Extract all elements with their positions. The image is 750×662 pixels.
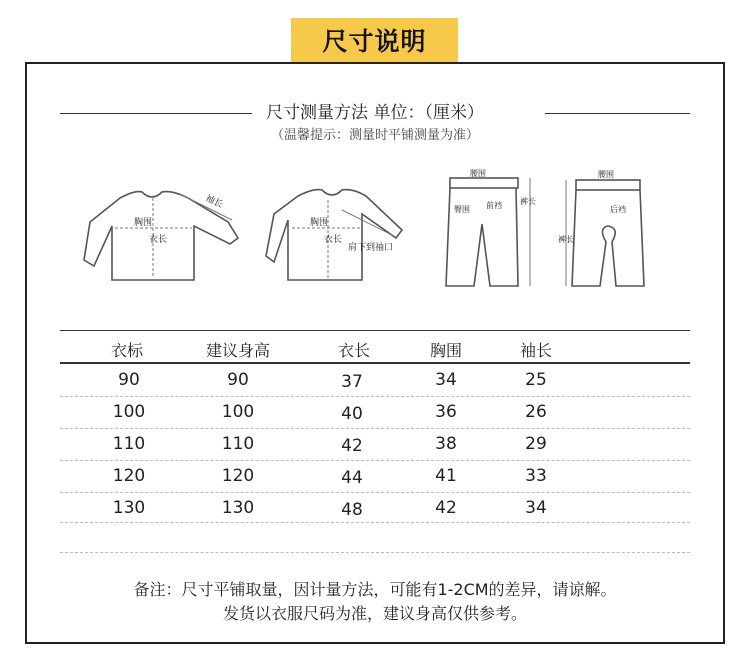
- table-cell: 37: [341, 372, 363, 392]
- back-waist-label: 腰围: [598, 170, 614, 179]
- row-divider: [60, 492, 690, 493]
- back-crotch-label: 后裆: [610, 205, 626, 214]
- table-cell: 29: [525, 434, 547, 454]
- pants-length-label: 裤长: [520, 197, 536, 206]
- pants-waist-label: 腰围: [470, 169, 486, 178]
- table-cell: 110: [221, 434, 255, 454]
- table-cell: 100: [221, 402, 255, 422]
- header-chest: 胸围: [429, 341, 462, 360]
- table-cell: 42: [435, 498, 457, 518]
- raglan-length-label: 衣长: [324, 235, 343, 245]
- measure-hint: （温馨提示：测量时平铺测量为准）: [270, 128, 479, 143]
- row-divider: [60, 460, 690, 461]
- table-cell: 120: [112, 466, 146, 486]
- table-header-rule: [60, 362, 690, 364]
- shirt-raglan-diagram: [262, 180, 422, 290]
- pants-hip-label: 臀围: [454, 205, 470, 214]
- table-cell: 90: [118, 370, 140, 390]
- measure-heading: 尺寸测量方法 单位：（厘米）: [266, 103, 484, 123]
- note-line-2: 发货以衣服尺码为准，建议身高仅供参考。: [222, 604, 527, 623]
- table-cell: 48: [341, 500, 363, 520]
- row-divider: [60, 522, 690, 523]
- row-divider: [60, 552, 690, 553]
- pants-back-diagram: [558, 168, 658, 293]
- table-top-rule: [60, 330, 690, 331]
- page-title: 尺寸说明: [291, 18, 458, 62]
- table-cell: 25: [525, 370, 547, 390]
- header-label: 衣标: [110, 341, 143, 360]
- shirt-chest-label: 胸围: [134, 218, 153, 228]
- table-cell: 34: [435, 370, 457, 390]
- raglan-sleeve-label: 肩下到袖口: [348, 243, 394, 253]
- header-length: 衣长: [337, 341, 370, 360]
- table-cell: 41: [435, 466, 457, 486]
- back-length-label: 裤长: [558, 235, 574, 244]
- table-cell: 100: [112, 402, 146, 422]
- table-cell: 110: [112, 434, 146, 454]
- table-cell: 42: [341, 436, 363, 456]
- shirt-front-diagram: [80, 180, 250, 290]
- shirt-sleeve-label: 袖长: [203, 193, 225, 211]
- table-cell: 130: [221, 498, 255, 518]
- row-divider: [60, 396, 690, 397]
- note-line-1: 备注：尺寸平铺取量，因计量方法，可能有1-2CM的差异，请谅解。: [133, 580, 617, 599]
- table-cell: 38: [435, 434, 457, 454]
- shirt-length-label: 衣长: [149, 235, 168, 245]
- header-sleeve: 袖长: [519, 341, 552, 360]
- table-cell: 130: [112, 498, 146, 518]
- pants-front-diagram: [438, 168, 538, 293]
- table-cell: 33: [525, 466, 547, 486]
- table-cell: 40: [341, 404, 363, 424]
- pants-front-crotch-label: 前裆: [486, 201, 502, 210]
- table-cell: 36: [435, 402, 457, 422]
- table-cell: 34: [525, 498, 547, 518]
- table-cell: 120: [221, 466, 255, 486]
- table-cell: 26: [525, 402, 547, 422]
- raglan-chest-label: 胸围: [310, 218, 329, 228]
- table-cell: 44: [341, 468, 363, 488]
- header-height: 建议身高: [205, 341, 270, 360]
- table-cell: 90: [227, 370, 249, 390]
- row-divider: [60, 428, 690, 429]
